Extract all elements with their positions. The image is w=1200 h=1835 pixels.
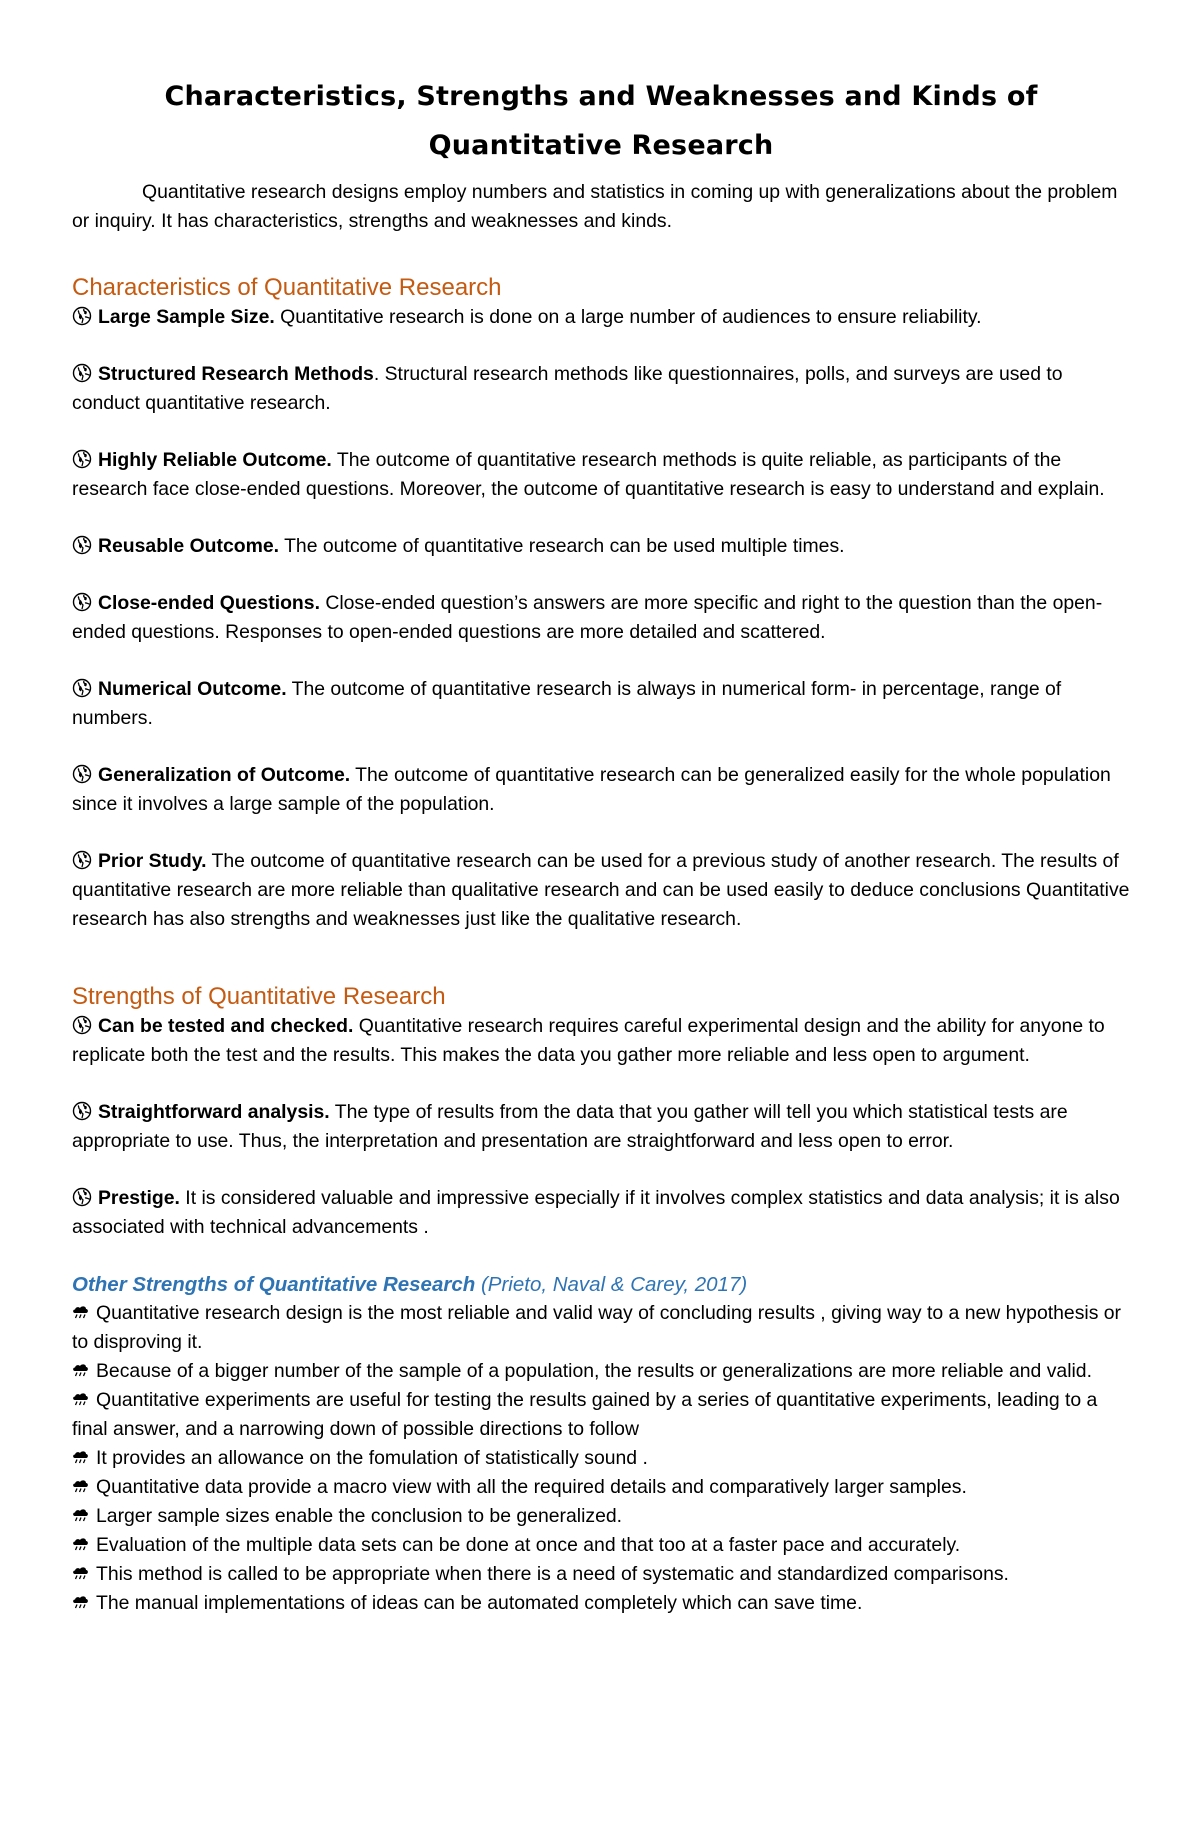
- characteristic-text: Close-ended question’s answers are more specific and right to the question than the open-ended questions. Responses to open-ended questions are more detailed and scattered.: [72, 592, 1103, 643]
- strength-term: Can be tested and checked.: [98, 1015, 354, 1037]
- cloud-rain-icon: [72, 1508, 90, 1522]
- globe-icon: [72, 1015, 92, 1035]
- list-item: [72, 1386, 1130, 1444]
- globe-icon: [72, 363, 92, 383]
- cloud-rain-icon: [72, 1595, 90, 1609]
- strength-term: Straightforward analysis.: [98, 1101, 330, 1123]
- other-strengths-citation: (Prieto, Naval & Carey, 2017): [475, 1273, 748, 1296]
- characteristic-term: Close-ended Questions.: [98, 592, 320, 614]
- characteristic-text: The outcome of quantitative research is always in numerical form- in percentage, range of numbers.: [72, 678, 1062, 729]
- strength-item: [72, 1184, 1130, 1242]
- characteristic-text: Quantitative research is done on a large number of audiences to ensure reliability.: [274, 306, 982, 328]
- document-title: [72, 72, 1130, 170]
- title-line-1: Characteristics, Strengths and Weaknesses and Kinds of: [164, 81, 1038, 112]
- globe-icon: [72, 678, 92, 698]
- characteristic-text: The outcome of quantitative research can be used multiple times.: [279, 535, 845, 557]
- cloud-rain-icon: [72, 1392, 90, 1406]
- characteristic-item: [72, 675, 1130, 733]
- title-line-2: Quantitative Research: [428, 130, 774, 161]
- list-item: [72, 1531, 1130, 1560]
- characteristic-text: The outcome of quantitative research can be generalized easily for the whole population since it involves a large sample of the population.: [72, 764, 1111, 815]
- cloud-rain-icon: [72, 1566, 90, 1580]
- globe-icon: [72, 1101, 92, 1121]
- characteristic-term: Large Sample Size.: [98, 306, 275, 328]
- other-strengths-list: [72, 1299, 1130, 1618]
- characteristic-term: Highly Reliable Outcome.: [98, 449, 332, 471]
- characteristic-item: [72, 446, 1130, 504]
- globe-icon: [72, 1187, 92, 1207]
- strengths-list: [72, 1012, 1130, 1242]
- other-strengths-title: Other Strengths of Quantitative Research: [72, 1273, 476, 1296]
- characteristic-term: Structured Research Methods: [98, 363, 374, 385]
- characteristic-text: . Structural research methods like questionnaires, polls, and surveys are used to conduct quantitative research.: [72, 363, 1063, 414]
- characteristic-item: [72, 847, 1130, 934]
- globe-icon: [72, 535, 92, 555]
- list-item-text: It provides an allowance on the fomulation of statistically sound .: [96, 1447, 648, 1469]
- strength-text: The type of results from the data that you gather will tell you which statistical tests are appropriate to use. Thus, the interpretation and presentation are straightforward and less open to error.: [72, 1101, 1068, 1152]
- characteristics-heading: Characteristics of Quantitative Research: [72, 274, 502, 301]
- list-item-text: The manual implementations of ideas can be automated completely which can save time.: [96, 1592, 863, 1614]
- strength-item: [72, 1098, 1130, 1156]
- characteristic-item: [72, 761, 1130, 819]
- other-strengths-heading: [72, 1270, 1130, 1299]
- characteristic-term: Prior Study.: [98, 850, 207, 872]
- characteristic-term: Generalization of Outcome.: [98, 764, 351, 786]
- list-item-text: Quantitative research design is the most reliable and valid way of concluding results , giving way to a new hypothesis or to disproving it.: [72, 1302, 1122, 1353]
- globe-icon: [72, 850, 92, 870]
- characteristics-list: [72, 303, 1130, 934]
- intro-paragraph: Quantitative research designs employ numbers and statistics in coming up with generalizations about the problem or inquiry. It has characteristics, strengths and weaknesses and kinds.: [72, 181, 1118, 232]
- cloud-rain-icon: [72, 1537, 90, 1551]
- cloud-rain-icon: [72, 1363, 90, 1377]
- strength-text: It is considered valuable and impressive especially if it involves complex statistics and data analysis; it is also associated with technical advancements .: [72, 1187, 1120, 1238]
- list-item-text: Quantitative experiments are useful for testing the results gained by a series of quantitative experiments, leading to a final answer, and a narrowing down of possible directions to follow: [72, 1389, 1098, 1440]
- globe-icon: [72, 592, 92, 612]
- globe-icon: [72, 306, 92, 326]
- list-item-text: This method is called to be appropriate when there is a need of systematic and standardized comparisons.: [96, 1563, 1009, 1585]
- list-item-text: Evaluation of the multiple data sets can be done at once and that too at a faster pace and accurately.: [96, 1534, 961, 1556]
- list-item: [72, 1589, 1130, 1618]
- globe-icon: [72, 449, 92, 469]
- globe-icon: [72, 764, 92, 784]
- cloud-rain-icon: [72, 1305, 90, 1319]
- list-item: [72, 1473, 1130, 1502]
- list-item: [72, 1560, 1130, 1589]
- list-item-text: Because of a bigger number of the sample of a population, the results or generalizations are more reliable and valid.: [96, 1360, 1092, 1382]
- list-item: [72, 1357, 1130, 1386]
- strengths-heading: Strengths of Quantitative Research: [72, 983, 446, 1010]
- characteristic-item: [72, 360, 1130, 418]
- characteristic-item: [72, 589, 1130, 647]
- strength-text: Quantitative research requires careful experimental design and the ability for anyone to replicate both the test and the results. This makes the data you gather more reliable and less open to argument.: [72, 1015, 1105, 1066]
- list-item: [72, 1299, 1130, 1357]
- characteristic-item: [72, 532, 1130, 561]
- strength-term: Prestige.: [98, 1187, 180, 1209]
- characteristic-item: [72, 303, 1130, 332]
- list-item-text: Quantitative data provide a macro view with all the required details and comparatively larger samples.: [96, 1476, 967, 1498]
- cloud-rain-icon: [72, 1479, 90, 1493]
- cloud-rain-icon: [72, 1450, 90, 1464]
- characteristic-text: The outcome of quantitative research methods is quite reliable, as participants of the research face close-ended questions. Moreover, the outcome of quantitative research is easy to understand and explain.: [72, 449, 1105, 500]
- strength-item: [72, 1012, 1130, 1070]
- characteristic-term: Reusable Outcome.: [98, 535, 280, 557]
- list-item: [72, 1502, 1130, 1531]
- list-item: [72, 1444, 1130, 1473]
- characteristic-text: The outcome of quantitative research can be used for a previous study of another research. The results of quantitative research are more reliable than qualitative research and can be used easily to deduce conclusions Quantitative research has also strengths and weaknesses just like the qualitative research.: [72, 850, 1130, 930]
- characteristic-term: Numerical Outcome.: [98, 678, 287, 700]
- list-item-text: Larger sample sizes enable the conclusion to be generalized.: [96, 1505, 623, 1527]
